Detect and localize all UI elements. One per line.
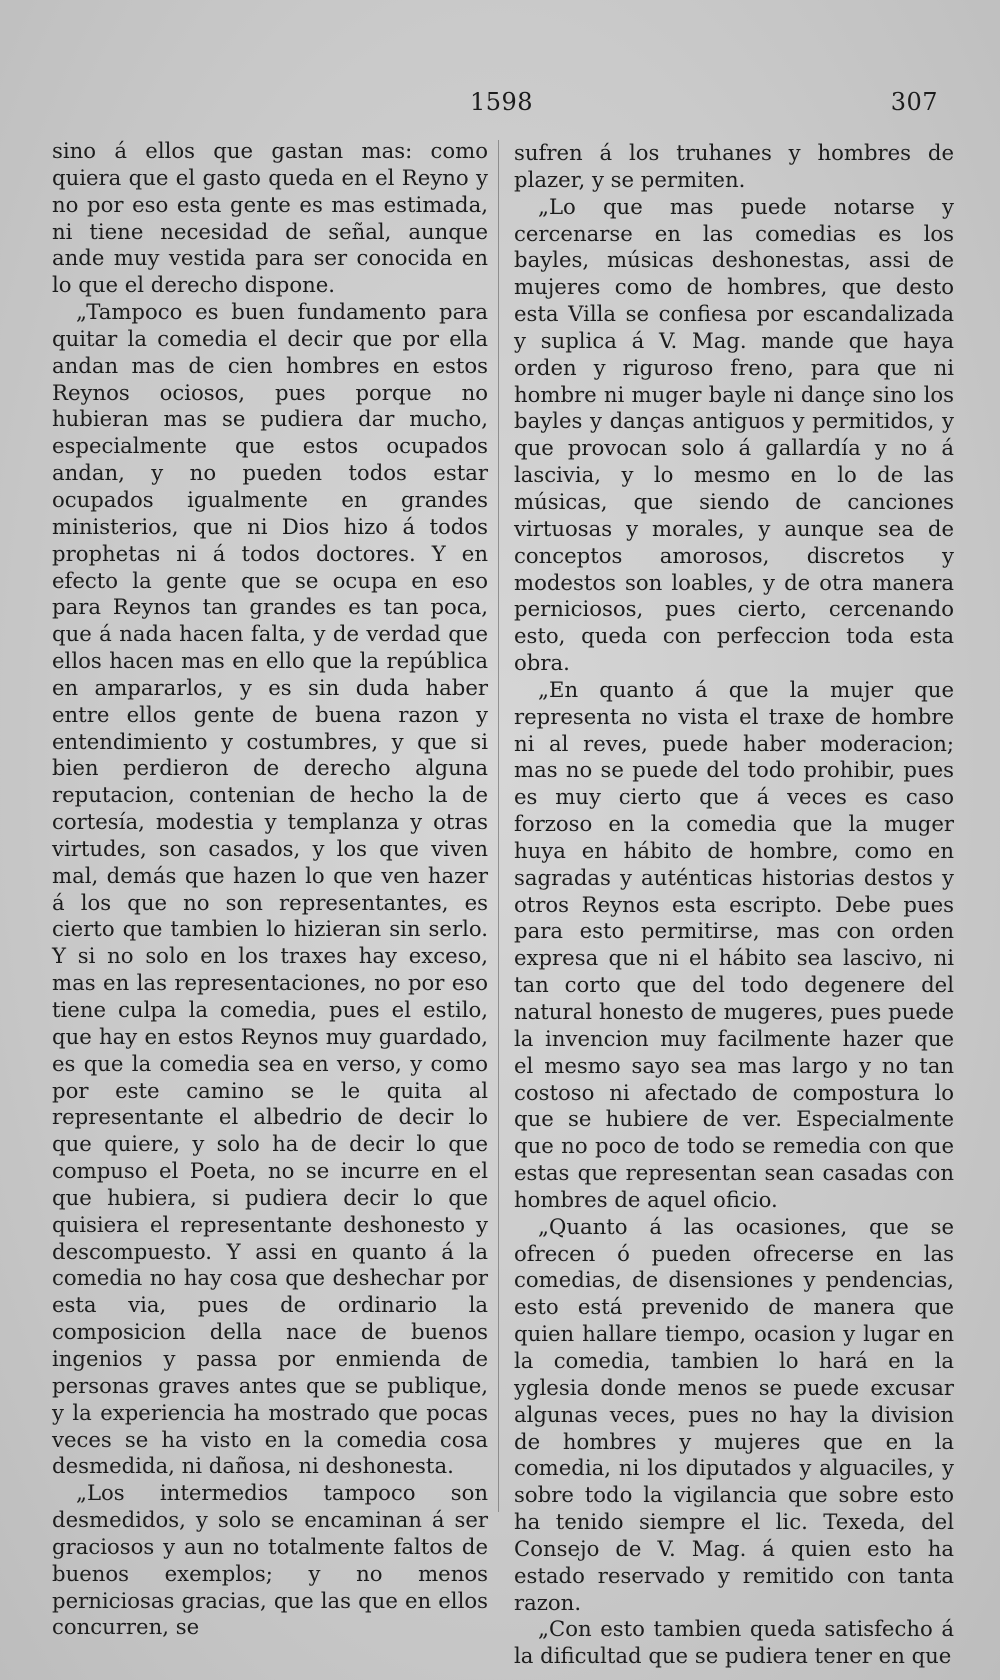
column-divider (498, 140, 499, 1512)
page-number: 307 (890, 88, 938, 116)
paragraph: „Con esto tambien queda satisfecho á la dificultad que se pudiera tener en que (514, 1616, 954, 1669)
paragraph: „Tampoco es buen fundamento para quitar la comedia el decir que por ella andan mas de cien hombres en estos Reynos ociosos, pues porque no hubieran mas se pudiera dar mucho, especialmente que estos ocupados andan, y no pueden todos estar ocupados igualmente en grandes ministerios, que ni Dios hizo á todos prophetas ni á todos doctores. Y en efecto la gente que se ocupa en eso para Reynos tan grandes es tan poca, que á nada hacen falta, y de verdad que ellos hacen mas en ello que la república en ampararlos, y es sin duda haber entre ellos gente de buena razon y entendimiento y costumbres, y que si bien perdieron de derecho alguna reputacion, contenian de hecho la de cortesía, modestia y templanza y otras virtudes, son casados, y los que viven mal, demás que hazen lo que ven hazer á los que no son representantes, es cierto que tambien lo hizieran sin serlo. Y si no solo en los traxes hay exceso, mas en las representaciones, no por eso tiene culpa la comedia, pues el estilo, que hay en estos Reynos muy guardado, es que la comedia sea en verso, y como por este camino se le quita al representante el albedrio de decir lo que quiere, y solo ha de decir lo que compuso el Poeta, no se incurre en el que hubiera, si pudiera decir lo que quisiera el representante deshonesto y descompuesto. Y assi en quanto á la comedia no hay cosa que deshechar por esta via, pues de ordinario la composicion della nace de buenos ingenios y passa por enmienda de personas graves antes que se publique, y la experiencia ha mostrado que pocas veces se ha visto en la comedia cosa desmedida, ni dañosa, ni deshonesta. (52, 299, 488, 1479)
running-head-year: 1598 (470, 88, 534, 116)
paragraph: „Quanto á las ocasiones, que se ofrecen ó pueden ofrecerse en las comedias, de disensiones y pendencias, esto está prevenido de manera que quien hallare tiempo, ocasion y lugar en la comedia, tambien lo hará en la yglesia donde menos se puede excusar algunas veces, pues no hay la division de hombres y mujeres que en la comedia, ni los diputados y alguaciles, y sobre todo la vigilancia que sobre esto ha tenido siempre el lic. Texeda, del Consejo de V. Mag. á quien esto ha estado reservado y remitido con tanta razon. (514, 1213, 954, 1615)
paragraph: sino á ellos que gastan mas: como quiera que el gasto queda en el Reyno y no por eso esta gente es mas estimada, ni tiene necesidad de señal, aunque ande muy vestida para ser conocida en lo que el derecho dispone. (52, 138, 488, 298)
left-column (52, 138, 488, 1641)
right-column (514, 140, 954, 1670)
paragraph: „En quanto á que la mujer que representa no vista el traxe de hombre ni al reves, puede haber moderacion; mas no se puede del todo prohibir, pues es muy cierto que á veces es caso forzoso en la comedia que la muger huya en hábito de hombre, como en sagradas y auténticas historias destos y otros Reynos esta escripto. Debe pues para esto permitirse, mas con orden expresa que ni el hábito sea lascivo, ni tan corto que del todo degenere del natural honesto de mugeres, pues puede la invencion muy facilmente hazer que el mesmo sayo sea mas largo y no tan costoso ni afectado de compostura lo que se hubiere de ver. Especialmente que no poco de todo se remedia con que estas que representan sean casadas con hombres de aquel oficio. (514, 676, 954, 1212)
paragraph: „Lo que mas puede notarse y cercenarse en las comedias es los bayles, músicas deshonestas, assi de mujeres como de hombres, que desto esta Villa se confiesa por escandalizada y suplica á V. Mag. mande que haya orden y riguroso freno, para que ni hombre ni muger bayle ni dançe sino los bayles y danças antiguos y permitidos, y que provocan solo á gallardía y no á lascivia, y lo mesmo en lo de las músicas, que siendo de canciones virtuosas y morales, y aunque sea de conceptos amorosos, discretos y modestos son loables, y de otra manera perniciosos, pues cierto, cercenando esto, queda con perfeccion toda esta obra. (514, 193, 954, 676)
paragraph: „Los intermedios tampoco son desmedidos, y solo se encaminan á ser graciosos y aun no totalmente faltos de buenos exemplos; y no menos perniciosas gracias, que las que en ellos concurren, se (52, 1480, 488, 1640)
paragraph: sufren á los truhanes y hombres de plazer, y se permiten. (514, 140, 954, 192)
